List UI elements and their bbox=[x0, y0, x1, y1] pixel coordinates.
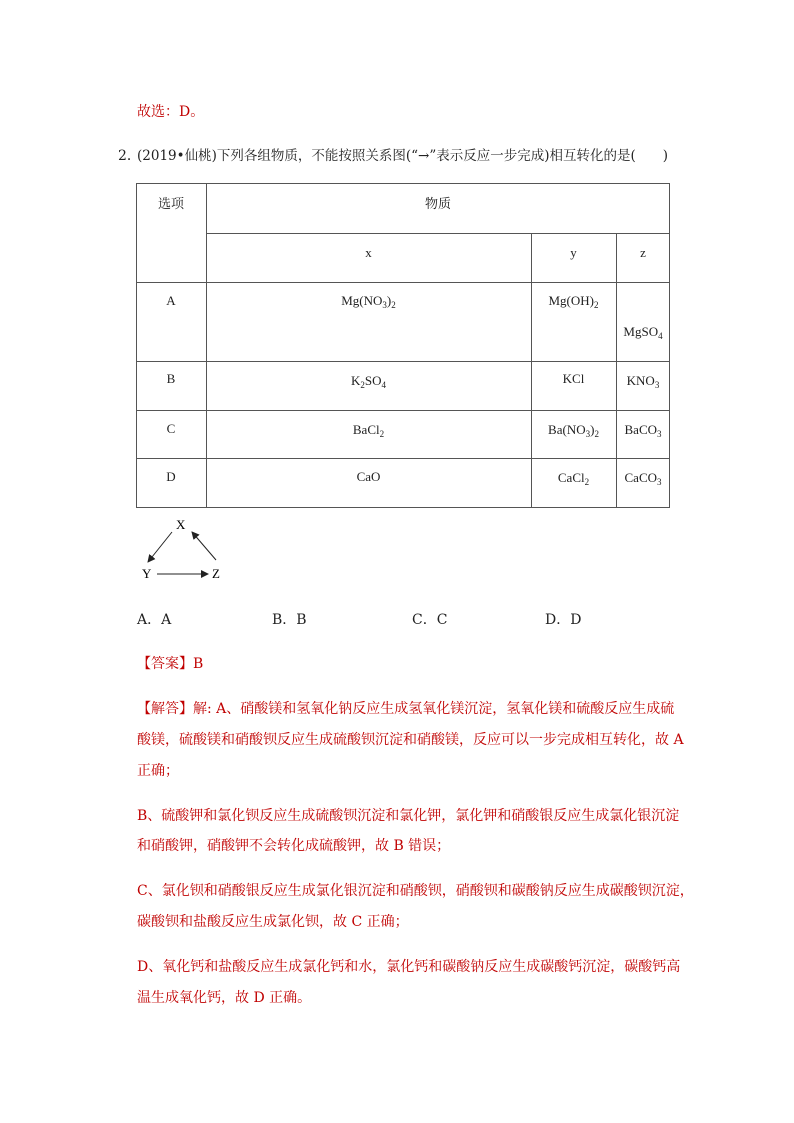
explanation-line-5: 和硝酸钾，硝酸钾不会转化成硫酸钾，故 B 错误； bbox=[137, 838, 451, 854]
row-a-option: A bbox=[166, 293, 176, 308]
explanation-line-4: B、硫酸钾和氯化钡反应生成硫酸钡沉淀和氯化钾，氯化钾和硝酸银反应生成氯化银沉淀 bbox=[137, 808, 680, 824]
answer-value: B bbox=[193, 656, 204, 672]
row-b-option: B bbox=[166, 371, 176, 386]
explanation-line-9: 温生成氧化钙，故 D 正确。 bbox=[137, 990, 312, 1006]
answer-tag: 【答案】 bbox=[137, 656, 193, 672]
option-d: D．D bbox=[545, 612, 582, 628]
explanation-tag: 【解答】 bbox=[137, 701, 193, 717]
row-a-z: MgSO$_4$ bbox=[623, 324, 663, 341]
row-a-x: $Mg(NO_3)_2$ bbox=[341, 293, 396, 310]
header-option: 选项 bbox=[157, 196, 184, 211]
header-substance: 物质 bbox=[424, 196, 451, 211]
explanation-line-3: 正确； bbox=[137, 763, 179, 779]
row-d-y: CaCl$_2$ bbox=[557, 470, 590, 487]
row-c-z: BaCO$_3$ bbox=[624, 422, 662, 439]
question-text: (2019•仙桃)下列各组物质，不能按照关系图(“→”表示反应一步完成)相互转化的是( ) bbox=[137, 148, 669, 164]
explanation-line-6: C、氯化钡和硝酸银反应生成氯化银沉淀和硝酸钡，硝酸钡和碳酸钠反应生成碳酸钡沉淀， bbox=[137, 883, 694, 899]
row-a-y: $Mg(OH)_2$ bbox=[548, 293, 599, 310]
arrow-z-to-x bbox=[192, 532, 216, 560]
row-b-y: KCl bbox=[562, 371, 585, 386]
explanation-line-2: 酸镁，硫酸镁和硝酸钡反应生成硫酸钡沉淀和硝酸镁，反应可以一步完成相互转化，故 A bbox=[137, 732, 684, 748]
row-b-z: $KNO_3$ bbox=[626, 373, 660, 390]
header-x: x bbox=[365, 245, 372, 260]
header-z: z bbox=[640, 245, 646, 260]
explanation-line-7: 碳酸钡和盐酸反应生成氯化钡，故 C 正确； bbox=[137, 914, 409, 930]
answer-line bbox=[137, 654, 203, 674]
node-x-label: X bbox=[176, 517, 186, 532]
explanation-line-1: 【解答】解: A、硝酸镁和氢氧化钠反应生成氢氧化镁沉淀，氢氧化镁和硫酸反应生成硫 bbox=[137, 701, 675, 717]
row-c-x: BaCl$_2$ bbox=[352, 422, 385, 439]
row-c-option: C bbox=[166, 421, 176, 436]
row-d-z: CaCO$_3$ bbox=[624, 470, 662, 487]
row-d-option: D bbox=[166, 469, 176, 484]
row-d-x: CaO bbox=[356, 469, 381, 484]
row-b-x: $K_2SO_4$ bbox=[350, 373, 386, 390]
node-y-label: Y bbox=[142, 566, 152, 581]
relation-diagram bbox=[136, 512, 236, 584]
conclusion-text: 故选：D。 bbox=[137, 104, 205, 120]
option-b: B．B bbox=[272, 612, 307, 628]
header-y: y bbox=[570, 245, 577, 260]
question-number: 2． bbox=[118, 148, 141, 164]
option-c: C．C bbox=[412, 612, 448, 628]
row-c-y: $Ba(NO_3)_2$ bbox=[548, 422, 599, 439]
option-a: A．A bbox=[137, 612, 172, 628]
node-z-label: Z bbox=[212, 566, 220, 581]
arrow-x-to-y bbox=[148, 532, 172, 562]
explanation-line-8: D、氧化钙和盐酸反应生成氯化钙和水，氯化钙和碳酸钠反应生成碳酸钙沉淀，碳酸钙高 bbox=[137, 959, 681, 975]
